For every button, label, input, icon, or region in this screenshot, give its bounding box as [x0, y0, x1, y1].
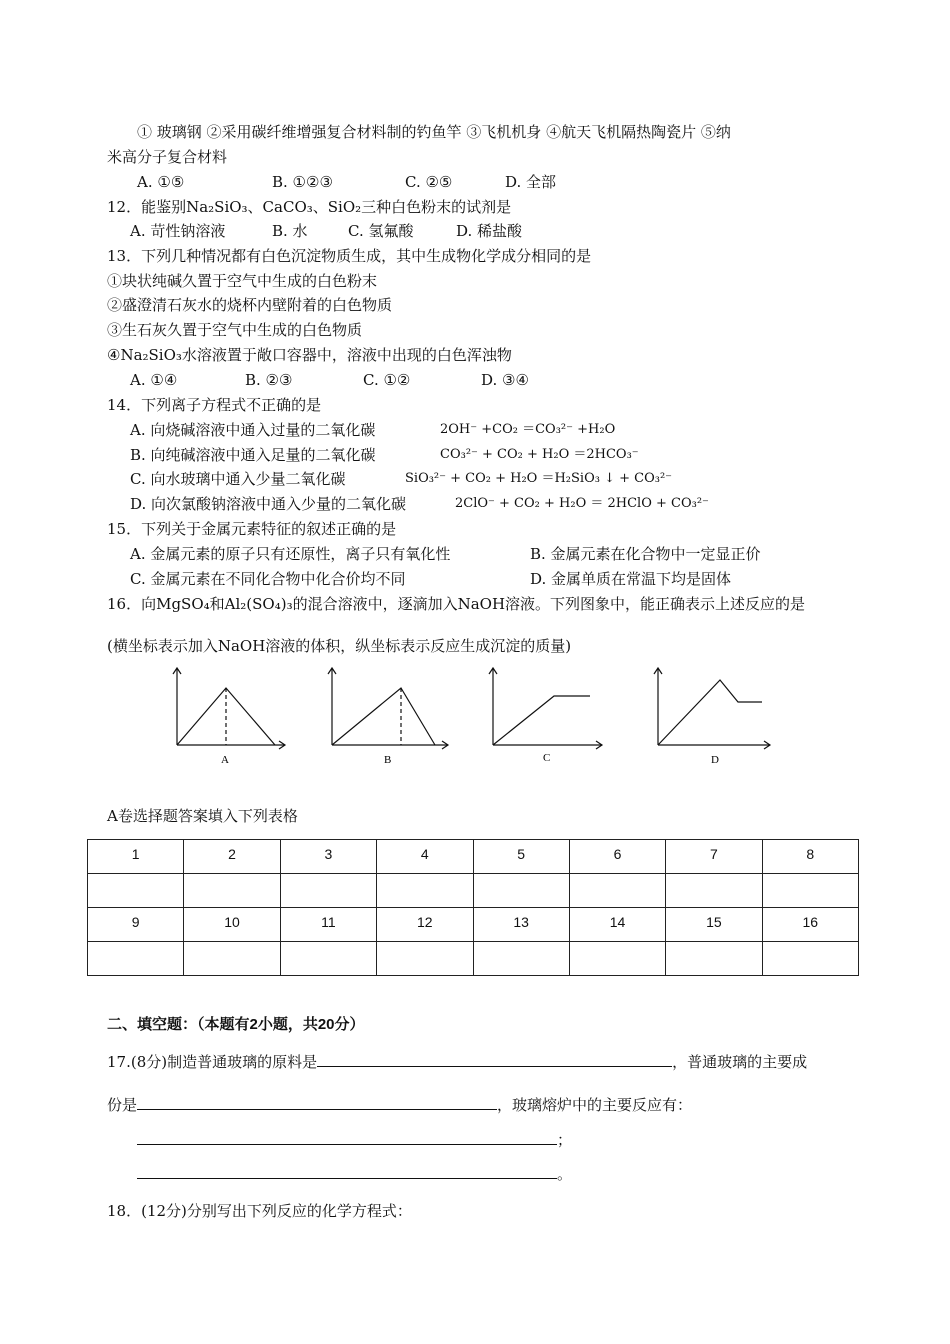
answer-cell[interactable] [569, 874, 665, 908]
q11-option-a: A. ①⑤ [137, 173, 185, 191]
q17-line2 [107, 1093, 692, 1115]
q13-stem: 13．下列几种情况都有白色沉淀物质生成，其中生成物化学成分相同的是 [107, 247, 592, 265]
graph-c [482, 660, 622, 770]
graph-d-label: D [711, 754, 719, 766]
q14-option-c-eq: SiO₃²⁻ + CO₂ + H₂O ＝H₂SiO₃ ↓ + CO₃²⁻ [405, 471, 673, 486]
table-header-cell: 10 [184, 908, 280, 942]
graph-c-label: C [543, 752, 551, 764]
q12-option-c: C. 氢氟酸 [348, 222, 414, 240]
q12-options [130, 221, 522, 241]
table-header-cell: 4 [377, 840, 473, 874]
q17-part3: 份是 [107, 1096, 138, 1114]
table-header-cell: 8 [762, 840, 858, 874]
q13-options [130, 370, 529, 390]
q14-option-b-text: B. 向纯碱溶液中通入足量的二氧化碳 [130, 446, 376, 464]
answer-cell[interactable] [88, 942, 184, 976]
graph-b-curve [332, 688, 435, 745]
table-header-cell: 5 [473, 840, 569, 874]
table-header-cell: 1 [88, 840, 184, 874]
q17-line1 [107, 1050, 807, 1072]
q17-part1: 17.(8分)制造普通玻璃的原料是 [107, 1053, 318, 1071]
q13-option-b: B. ②③ [245, 371, 293, 389]
q17-line4 [137, 1162, 572, 1184]
q15-option-b: B. 金属元素在化合物中一定显正价 [530, 545, 761, 563]
table-row [88, 840, 859, 874]
answer-cell[interactable] [473, 942, 569, 976]
q11-items: ① 玻璃钢 ②采用碳纤维增强复合材料制的钓鱼竿 ③飞机机身 ④航天飞机隔热陶瓷片 ⑤纳 [137, 123, 731, 141]
q14-option-a [130, 420, 375, 440]
q15-option-a: A. 金属元素的原子只有还原性，离子只有氧化性 [130, 545, 451, 563]
q11-items-cont: 米高分子复合材料 [107, 148, 228, 166]
q12-option-d: D. 稀盐酸 [456, 222, 523, 240]
q14-stem: 14．下列离子方程式不正确的是 [107, 396, 322, 414]
graph-a-label: A [221, 754, 229, 766]
table-header-cell: 11 [280, 908, 376, 942]
q18-stem: 18．(12分)分别写出下列反应的化学方程式： [107, 1202, 412, 1220]
table-row [88, 908, 859, 942]
q14-option-c [130, 469, 345, 489]
q13-item-4: ④Na₂SiO₃水溶液置于敞口容器中，溶液中出现的白色浑浊物 [107, 346, 512, 364]
q14-option-d-text: D. 向次氯酸钠溶液中通入少量的二氧化碳 [130, 495, 407, 513]
q17-end2: 。 [557, 1165, 573, 1183]
answer-cell[interactable] [762, 874, 858, 908]
answer-cell[interactable] [280, 942, 376, 976]
q17-line3 [137, 1128, 572, 1150]
q11-option-b: B. ①②③ [272, 173, 333, 191]
answer-cell[interactable] [377, 874, 473, 908]
answer-cell[interactable] [280, 874, 376, 908]
table-row [88, 942, 859, 976]
q15-stem: 15．下列关于金属元素特征的叙述正确的是 [107, 520, 397, 538]
table-header-cell: 12 [377, 908, 473, 942]
table-header-cell: 16 [762, 908, 858, 942]
q17-part2: ，普通玻璃的主要成 [672, 1053, 808, 1071]
q14-option-a-text: A. 向烧碱溶液中通入过量的二氧化碳 [130, 421, 376, 439]
q17-blank-raw-materials[interactable] [317, 1050, 672, 1067]
graph-d [645, 660, 785, 770]
q17-blank-reaction-2[interactable] [137, 1162, 557, 1179]
q12-option-a: A. 苛性钠溶液 [130, 222, 226, 240]
q13-item-1: ①块状纯碱久置于空气中生成的白色粉末 [107, 272, 378, 290]
q13-item-3: ③生石灰久置于空气中生成的白色物质 [107, 321, 363, 339]
section2-title: 二、填空题：（本题有2小题，共20分） [107, 1016, 365, 1033]
answer-table-caption: A卷选择题答案填入下列表格 [107, 807, 298, 825]
table-header-cell: 2 [184, 840, 280, 874]
q17-end1: ； [557, 1131, 573, 1149]
q14-option-d-eq: 2ClO⁻ + CO₂ + H₂O ＝ 2HClO + CO₃²⁻ [455, 496, 709, 511]
q16-note: (横坐标表示加入NaOH溶液的体积，纵坐标表示反应生成沉淀的质量) [107, 637, 572, 655]
q14-option-c-text: C. 向水玻璃中通入少量二氧化碳 [130, 470, 346, 488]
table-header-cell: 6 [569, 840, 665, 874]
q13-option-c: C. ①② [363, 371, 411, 389]
graph-d-curve [658, 680, 762, 745]
table-header-cell: 14 [569, 908, 665, 942]
table-header-cell: 13 [473, 908, 569, 942]
answer-cell[interactable] [184, 942, 280, 976]
q14-option-a-eq: 2OH⁻ +CO₂ ＝CO₃²⁻ +H₂O [440, 422, 616, 437]
answer-cell[interactable] [184, 874, 280, 908]
q13-option-a: A. ①④ [130, 371, 178, 389]
q17-blank-reaction-1[interactable] [137, 1128, 557, 1145]
q14-option-b-eq: CO₃²⁻ + CO₂ + H₂O ＝2HCO₃⁻ [440, 447, 639, 462]
q14-option-b [130, 445, 376, 465]
table-header-cell: 15 [666, 908, 762, 942]
q17-part4: ，玻璃熔炉中的主要反应有： [497, 1096, 693, 1114]
answer-table [87, 839, 859, 976]
q12-option-b: B. 水 [272, 222, 308, 240]
q11-option-d: D. 全部 [505, 173, 557, 191]
q15-option-c: C. 金属元素在不同化合物中化合价均不同 [130, 570, 406, 588]
q15-option-d: D. 金属单质在常温下均是固体 [530, 570, 732, 588]
table-header-cell: 3 [280, 840, 376, 874]
q14-option-d [130, 494, 406, 514]
q13-option-d: D. ③④ [481, 371, 529, 389]
table-header-cell: 9 [88, 908, 184, 942]
graph-a [160, 660, 300, 770]
answer-cell[interactable] [569, 942, 665, 976]
graph-b [320, 660, 460, 770]
q12-stem: 12．能鉴别Na₂SiO₃、CaCO₃、SiO₂三种白色粉末的试剂是 [107, 198, 512, 216]
answer-cell[interactable] [666, 874, 762, 908]
answer-cell[interactable] [88, 874, 184, 908]
q11-option-c: C. ②⑤ [405, 173, 453, 191]
answer-cell[interactable] [762, 942, 858, 976]
q17-blank-main-components[interactable] [137, 1093, 497, 1110]
table-row [88, 874, 859, 908]
answer-cell[interactable] [473, 874, 569, 908]
table-header-cell: 7 [666, 840, 762, 874]
answer-cell[interactable] [666, 942, 762, 976]
graph-b-label: B [384, 754, 392, 766]
q13-item-2: ②盛澄清石灰水的烧杯内壁附着的白色物质 [107, 296, 393, 314]
q16-stem: 16．向MgSO₄和Al₂(SO₄)₃的混合溶液中，逐滴加入NaOH溶液。下列图象中，能正确表示上述反应的是 [107, 595, 806, 613]
answer-cell[interactable] [377, 942, 473, 976]
graph-c-curve [493, 696, 590, 745]
q11-options [137, 172, 556, 192]
